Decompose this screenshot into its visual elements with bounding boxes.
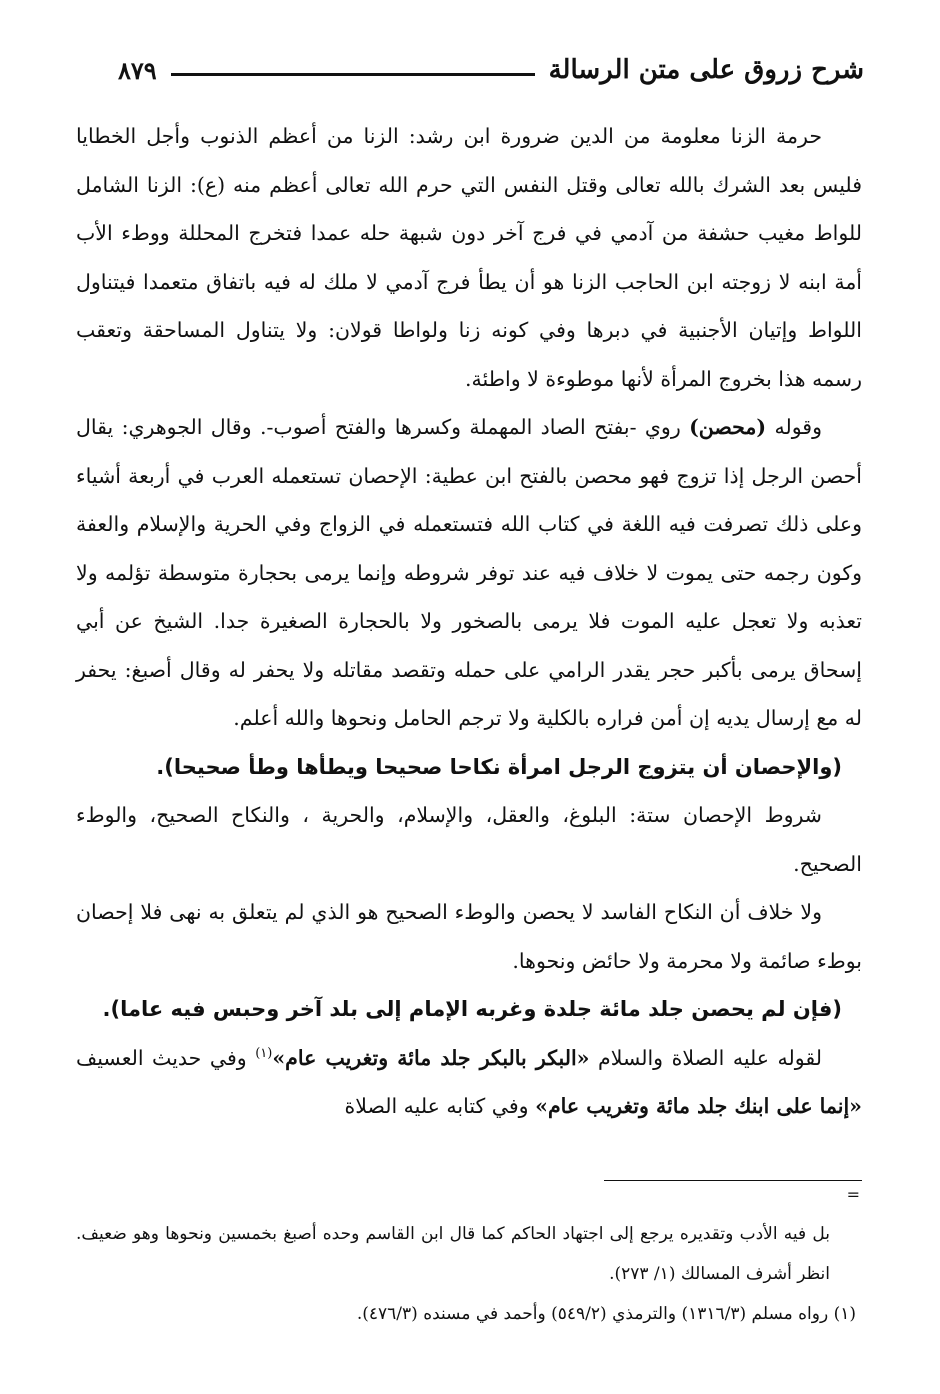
paragraph-zina-definition: حرمة الزنا معلومة من الدين ضرورة ابن رشد: الزنا من أعظم الذنوب وأجل الخطايا فليس بعد الشرك بالله تعالى وقتل النفس التي حرم الله تعالى أعظم منه (ع): الزنا الشامل للواط مغيب حشفة من آدمي في فرج آخر دون شبهة حله عمدا فتخرج المحللة ووطء الأب أمة ابنه لا زوجته ابن الحاجب الزنا هو أن يطأ فرج آدمي لا ملك له فيه باتفاق متعمدا فيتناول اللواط وإتيان الأجنبية في دبرها وفي كونه زنا ولواطا قولان: ولا يتناول المساحقة وتعقب رسمه هذا بخروج المرأة لأنها موطوءة لا واطئة. — [76, 124, 862, 391]
hadith-continuation: وفي كتابه عليه الصلاة — [344, 1094, 529, 1118]
footnote-continuation-mark: = — [846, 1185, 860, 1204]
paragraph-lead-text: وقوله — [774, 415, 822, 439]
matn-heading-jald: (فإن لم يحصن جلد مائة جلدة وغربه الإمام إلى بلد آخر وحبس فيه عاما). — [102, 997, 842, 1021]
footnote-1: (١) رواه مسلم (١٣١٦/٣) والترمذي (٥٤٩/٢) وأحمد في مسنده (٤٧٦/٣). — [356, 1304, 856, 1324]
main-text — [76, 112, 862, 1131]
hadith-intro: لقوله عليه الصلاة والسلام — [598, 1045, 822, 1070]
footnote-reference: (١) — [255, 1045, 273, 1061]
running-header — [118, 48, 864, 92]
footnote-separator — [604, 1180, 862, 1181]
bold-term-muhsan: (محصن) — [689, 415, 767, 439]
hadith-quote-asif: «إنما على ابنك جلد مائة وتغريب عام» — [535, 1094, 862, 1118]
running-title: شرح زروق على متن الرسالة — [548, 55, 864, 85]
paragraph-ihsan-conditions: شروط الإحصان ستة: البلوغ، والعقل، والإسلام، والحرية ، والنكاح الصحيح، والوطء الصحيح. — [76, 803, 862, 876]
hadith-quote-bikr: «البكر بالبكر جلد مائة وتغريب عام» — [272, 1045, 590, 1070]
paragraph-muhsan — [76, 403, 862, 743]
footnotes — [76, 1214, 856, 1334]
paragraph-fasid-nikah: ولا خلاف أن النكاح الفاسد لا يحصن والوطء الصحيح هو الذي لم يتعلق به نهى فلا إحصان بوطء صائمة ولا محرمة ولا حائض ونحوها. — [76, 900, 862, 973]
paragraph-hadith — [76, 1034, 862, 1131]
paragraph-body-text: روي -بفتح الصاد المهملة وكسرها والفتح أصوب-. وقال الجوهري: يقال أحصن الرجل إذا تزوج فهو محصن بالفتح ابن عطية: الإحصان تستعمله العرب في أربعة أشياء وعلى ذلك تصرفت فيه اللغة في كتاب الله فتستعمله في الزواج وفي الحرية والإسلام والعفة وكون رجمه حتى يموت لا خلاف فيه عند توفر شروطه وإنما يرمى بحجارة متوسطة تؤلمه ولا تعذبه ولا تعجل عليه الموت فلا يرمى بالصخور ولا بالحجارة الصغيرة جدا. الشيخ عن أبي إسحاق يرمى بأكبر حجر يقدر الرامي على حمله وتقصد مقاتله ولا يحفر له وقال أصبغ: يحفر له مع إرسال يديه إن أمن فراره بالكلية ولا ترجم الحامل ونحوها والله أعلم. — [76, 415, 862, 730]
header-rule — [171, 73, 535, 76]
page-number: ٨٧٩ — [118, 55, 157, 85]
footnote-continued-text: بل فيه الأدب وتقديره يرجع إلى اجتهاد الحاكم كما قال ابن القاسم وحده أصبغ بخمسين ونحوها وهو ضعيف. انظر أشرف المسالك (١/ ٢٧٣). — [76, 1224, 830, 1284]
matn-heading-ihsan: (والإحصان أن يتزوج الرجل امرأة نكاحا صحيحا ويطأها وطأ صحيحا). — [156, 754, 842, 779]
hadith-connector: وفي حديث العسيف — [76, 1045, 247, 1070]
